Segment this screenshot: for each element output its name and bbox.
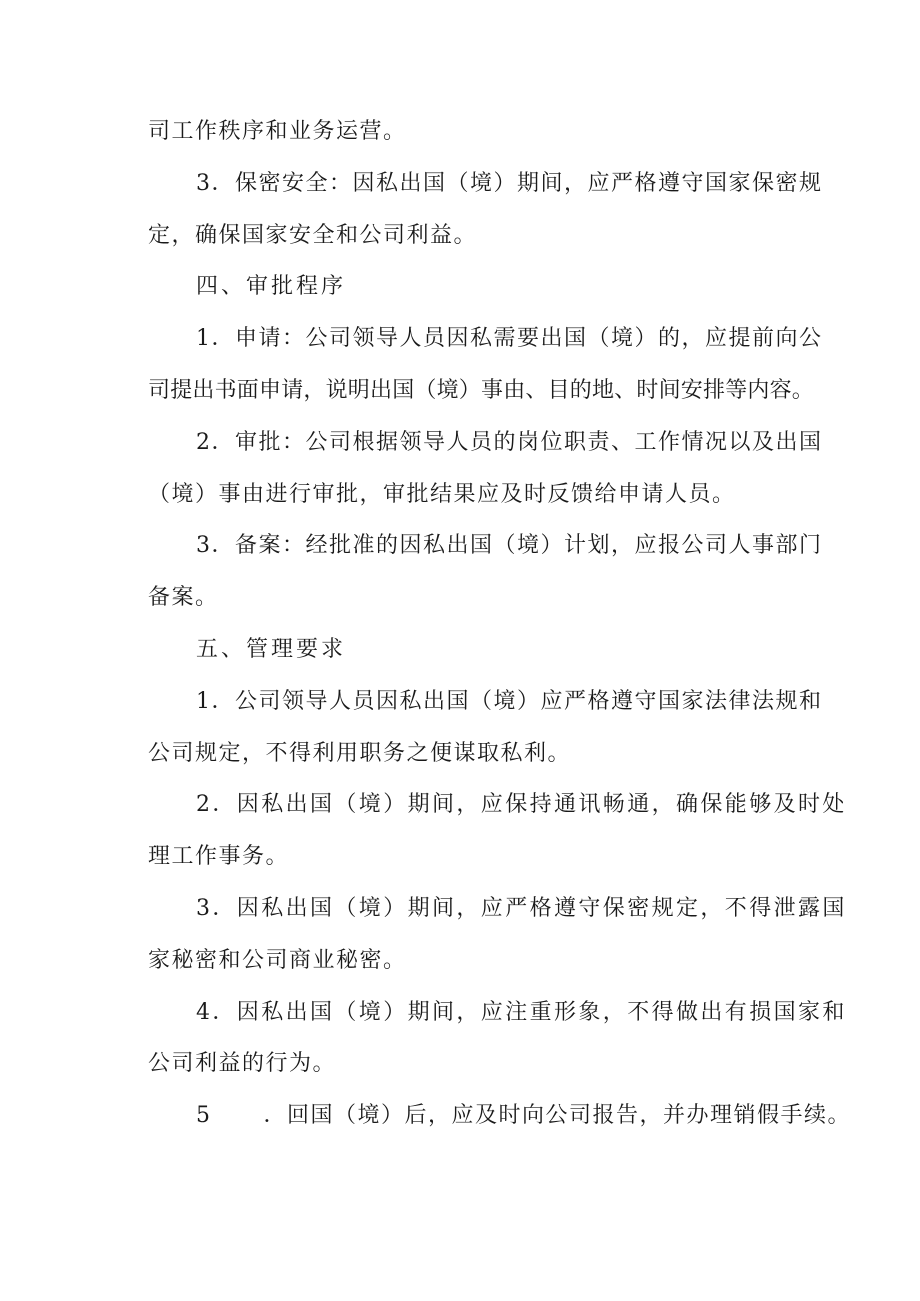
text-line-5: 1．申请：公司领导人员因私需要出国（境）的，应提前向公: [196, 326, 823, 352]
text-line-14: 2．因私出国（境）期间，应保持通讯畅通，确保能够及时处: [196, 792, 847, 818]
text-line-10: 备案。: [148, 585, 219, 611]
text-line-7: 2．审批：公司根据领导人员的岗位职责、工作情况以及出国: [196, 429, 823, 455]
text-line-20: [148, 1090, 852, 1142]
text-line-17: 家秘密和公司商业秘密。: [148, 947, 407, 973]
text-line-18: 4．因私出国（境）期间，应注重形象，不得做出有损国家和: [196, 999, 847, 1025]
text-line-6: 司提出书面申请，说明出国（境）事由、目的地、时间安排等内容。: [148, 377, 815, 403]
document-page: [148, 106, 852, 1142]
text-line-3: 定，确保国家安全和公司利益。: [148, 222, 478, 248]
text-line-9: 3．备案：经批准的因私出国（境）计划，应报公司人事部门: [196, 533, 823, 559]
text-line-19: 公司利益的行为。: [148, 1051, 337, 1077]
section-heading-approval: 四、审批程序: [196, 274, 347, 300]
text-line-1: 司工作秩序和业务运营。: [148, 119, 407, 144]
text-line-8: （境）事由进行审批，审批结果应及时反馈给申请人员。: [148, 481, 736, 507]
section-heading-management: 五、管理要求: [196, 636, 347, 662]
text-line-12: 1．公司领导人员因私出国（境）应严格遵守国家法律法规和: [196, 688, 823, 714]
list-number: 5: [196, 1103, 212, 1129]
list-text: ．回国（境）后，应及时向公司报告，并办理销假手续。: [263, 1103, 852, 1129]
text-line-13: 公司规定，不得利用职务之便谋取私利。: [148, 740, 572, 766]
text-line-15: 理工作事务。: [148, 844, 290, 870]
text-line-2: 3．保密安全：因私出国（境）期间，应严格遵守国家保密规: [196, 170, 823, 196]
text-line-16: 3．因私出国（境）期间，应严格遵守保密规定，不得泄露国: [196, 895, 847, 921]
